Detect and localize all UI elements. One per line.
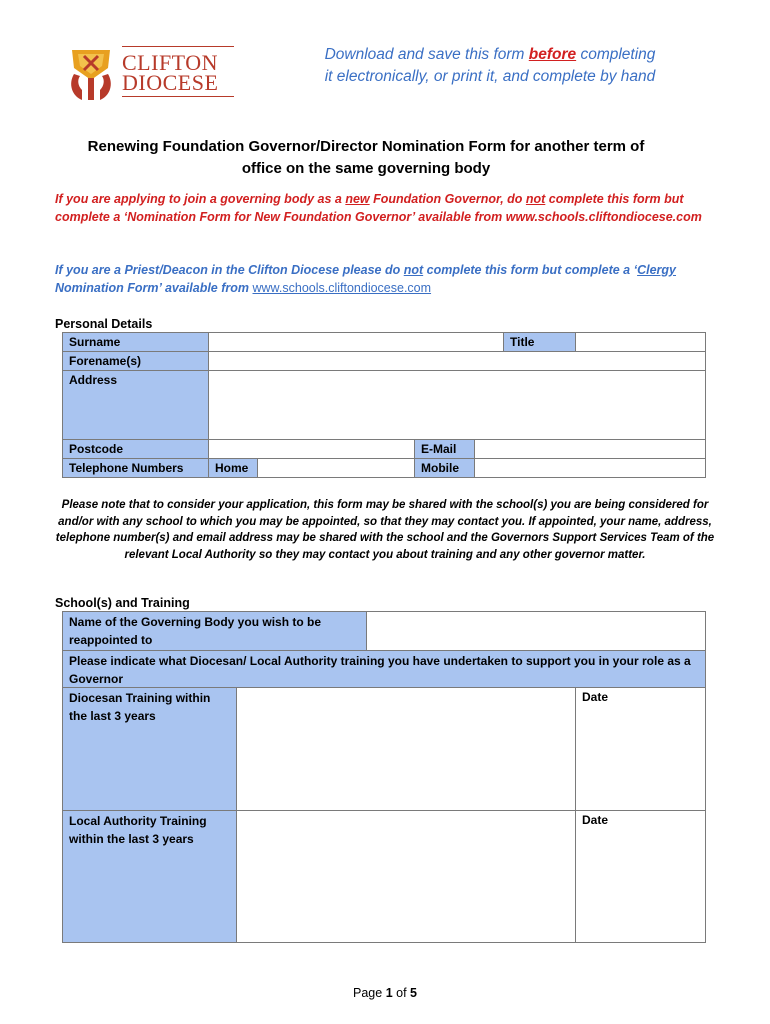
mobile-phone-field[interactable] — [474, 458, 706, 478]
new-governor-warning: If you are applying to join a governing body as a new Foundation Governor, do not complete this form but complete a ‘Nomination Form for New Foundation Governor’ available from www.schools.cliftondiocese.com — [55, 192, 702, 224]
address-label: Address — [62, 370, 209, 440]
surname-label: Surname — [62, 332, 209, 352]
diocese-crest-icon — [64, 40, 118, 104]
postcode-field[interactable] — [208, 439, 415, 459]
email-label: E-Mail — [414, 439, 475, 459]
clifton-diocese-logo — [64, 40, 240, 104]
home-phone-label: Home — [208, 458, 258, 478]
date-label: Date — [582, 813, 609, 827]
la-training-date-field[interactable] — [575, 810, 706, 943]
personal-details-heading: Personal Details — [55, 317, 153, 331]
la-training-label: Local Authority Training within the last 3 years — [62, 810, 237, 943]
diocesan-training-date-field[interactable] — [575, 687, 706, 811]
email-field[interactable] — [474, 439, 706, 459]
training-prompt: Please indicate what Diocesan/ Local Authority training you have undertaken to support you in your role as a Governor — [62, 650, 706, 688]
governing-body-field[interactable] — [366, 611, 706, 651]
forenames-field[interactable] — [208, 351, 706, 371]
forenames-label: Forename(s) — [62, 351, 209, 371]
telephone-label: Telephone Numbers — [62, 458, 209, 478]
la-training-field[interactable] — [236, 810, 576, 943]
diocese-website-link[interactable]: www.schools.cliftondiocese.com — [252, 281, 432, 295]
download-instructions: Download and save this form before completing it electronically, or print it, and complete by hand — [324, 46, 656, 85]
postcode-label: Postcode — [62, 439, 209, 459]
form-title: Renewing Foundation Governor/Director Nomination Form for another term of office on the same governing body — [87, 138, 645, 177]
logo-text-clifton: CLIFTON — [122, 50, 218, 75]
surname-field[interactable] — [208, 332, 504, 352]
governing-body-label: Name of the Governing Body you wish to be reappointed to — [62, 611, 367, 651]
home-phone-field[interactable] — [257, 458, 415, 478]
logo-text-diocese: DIOCESE — [122, 70, 219, 95]
privacy-note: Please note that to consider your application, this form may be shared with the school(s) you are being considered for and/or with any school to which you may be appointed, so that they may contact you. If appointed, your name, address, telephone number(s) and email address may be shared with the school and the Governors Support Services Team of the relevant Local Authority so they may contact you about training and any other governor matter. — [55, 499, 715, 561]
page-number: Page 1 of 5 — [353, 986, 417, 1000]
schools-training-heading: School(s) and Training — [55, 596, 190, 610]
mobile-label: Mobile — [414, 458, 475, 478]
diocesan-training-field[interactable] — [236, 687, 576, 811]
clergy-notice: If you are a Priest/Deacon in the Clifton Diocese please do not complete this form but complete a ‘Clergy Nomination Form’ available from www.schools.cliftondiocese.com — [55, 263, 676, 295]
diocesan-training-label: Diocesan Training within the last 3 years — [62, 687, 237, 811]
title-label: Title — [503, 332, 576, 352]
address-field[interactable] — [208, 370, 706, 440]
date-label: Date — [582, 690, 609, 704]
title-field[interactable] — [575, 332, 706, 352]
emphasis-before: before — [528, 46, 577, 63]
